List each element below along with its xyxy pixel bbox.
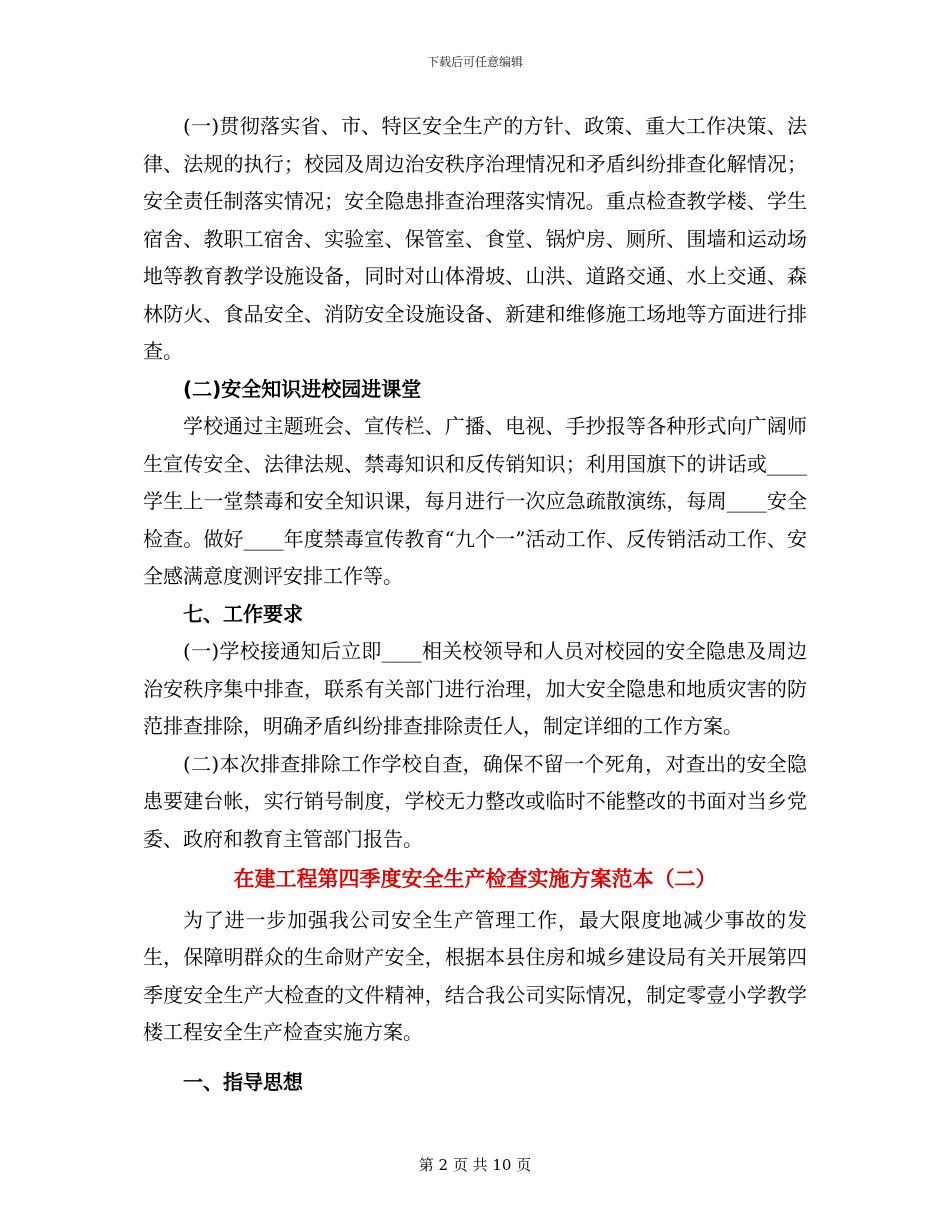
document-body <box>143 108 807 1101</box>
document-title: 在建工程第四季度安全生产检查实施方案范本（二） <box>233 867 717 891</box>
paragraph-requirement-2: (二)本次排查排除工作学校自查，确保不留一个死角，对查出的安全隐患要建台帐，实行销号制度，学校无力整改或临时不能整改的书面对当乡党委、政府和教育主管部门报告。 <box>143 751 807 851</box>
section-heading-guiding-idea: 一、指导思想 <box>183 1069 303 1094</box>
paragraph-intro: 为了进一步加强我公司安全生产管理工作，最大限度地减少事故的发生，保障明群众的生命财产安全，根据本县住房和城乡建设局有关开展第四季度安全生产大检查的文件精神，结合我公司实际情况，制定零壹小学教学楼工程安全生产检查实施方案。 <box>143 907 807 1044</box>
subheading-safety-knowledge: (二)安全知识进校园进课堂 <box>183 376 422 401</box>
page-number: 第 2 页 共 10 页 <box>418 1156 532 1174</box>
section-heading-work-requirements: 七、工作要求 <box>183 601 303 626</box>
page-header: 下载后可任意编辑 <box>426 55 523 69</box>
paragraph-inspection-scope: (一)贯彻落实省、市、特区安全生产的方针、政策、重大工作决策、法律、法规的执行；校园及周边治安秩序治理情况和矛盾纠纷排查化解情况；安全责任制落实情况；安全隐患排查治理落实情况。重点检查教学楼、学生宿舍、教职工宿舍、实验室、保管室、食堂、锅炉房、厕所、围墙和运动场地等教育教学设施设备，同时对山体滑坡、山洪、道路交通、水上交通、森林防火、食品安全、消防安全设施设备、新建和维修施工场地等方面进行排查。 <box>143 114 807 363</box>
paragraph-safety-education: 学校通过主题班会、宣传栏、广播、电视、手抄报等各种形式向广阔师生宣传安全、法律法规、禁毒知识和反传销知识；利用国旗下的讲话或____学生上一堂禁毒和安全知识课，每月进行一次应急疏散演练，每周____安全检查。做好____年度禁毒宣传教育“九个一”活动工作、反传销活动工作、安全感满意度测评安排工作等。 <box>143 414 807 588</box>
paragraph-requirement-1: (一)学校接通知后立即____相关校领导和人员对校园的安全隐患及周边治安秩序集中排查，联系有关部门进行治理，加大安全隐患和地质灾害的防范排查排除，明确矛盾纠纷排查排除责任人，制定详细的工作方案。 <box>143 639 807 738</box>
